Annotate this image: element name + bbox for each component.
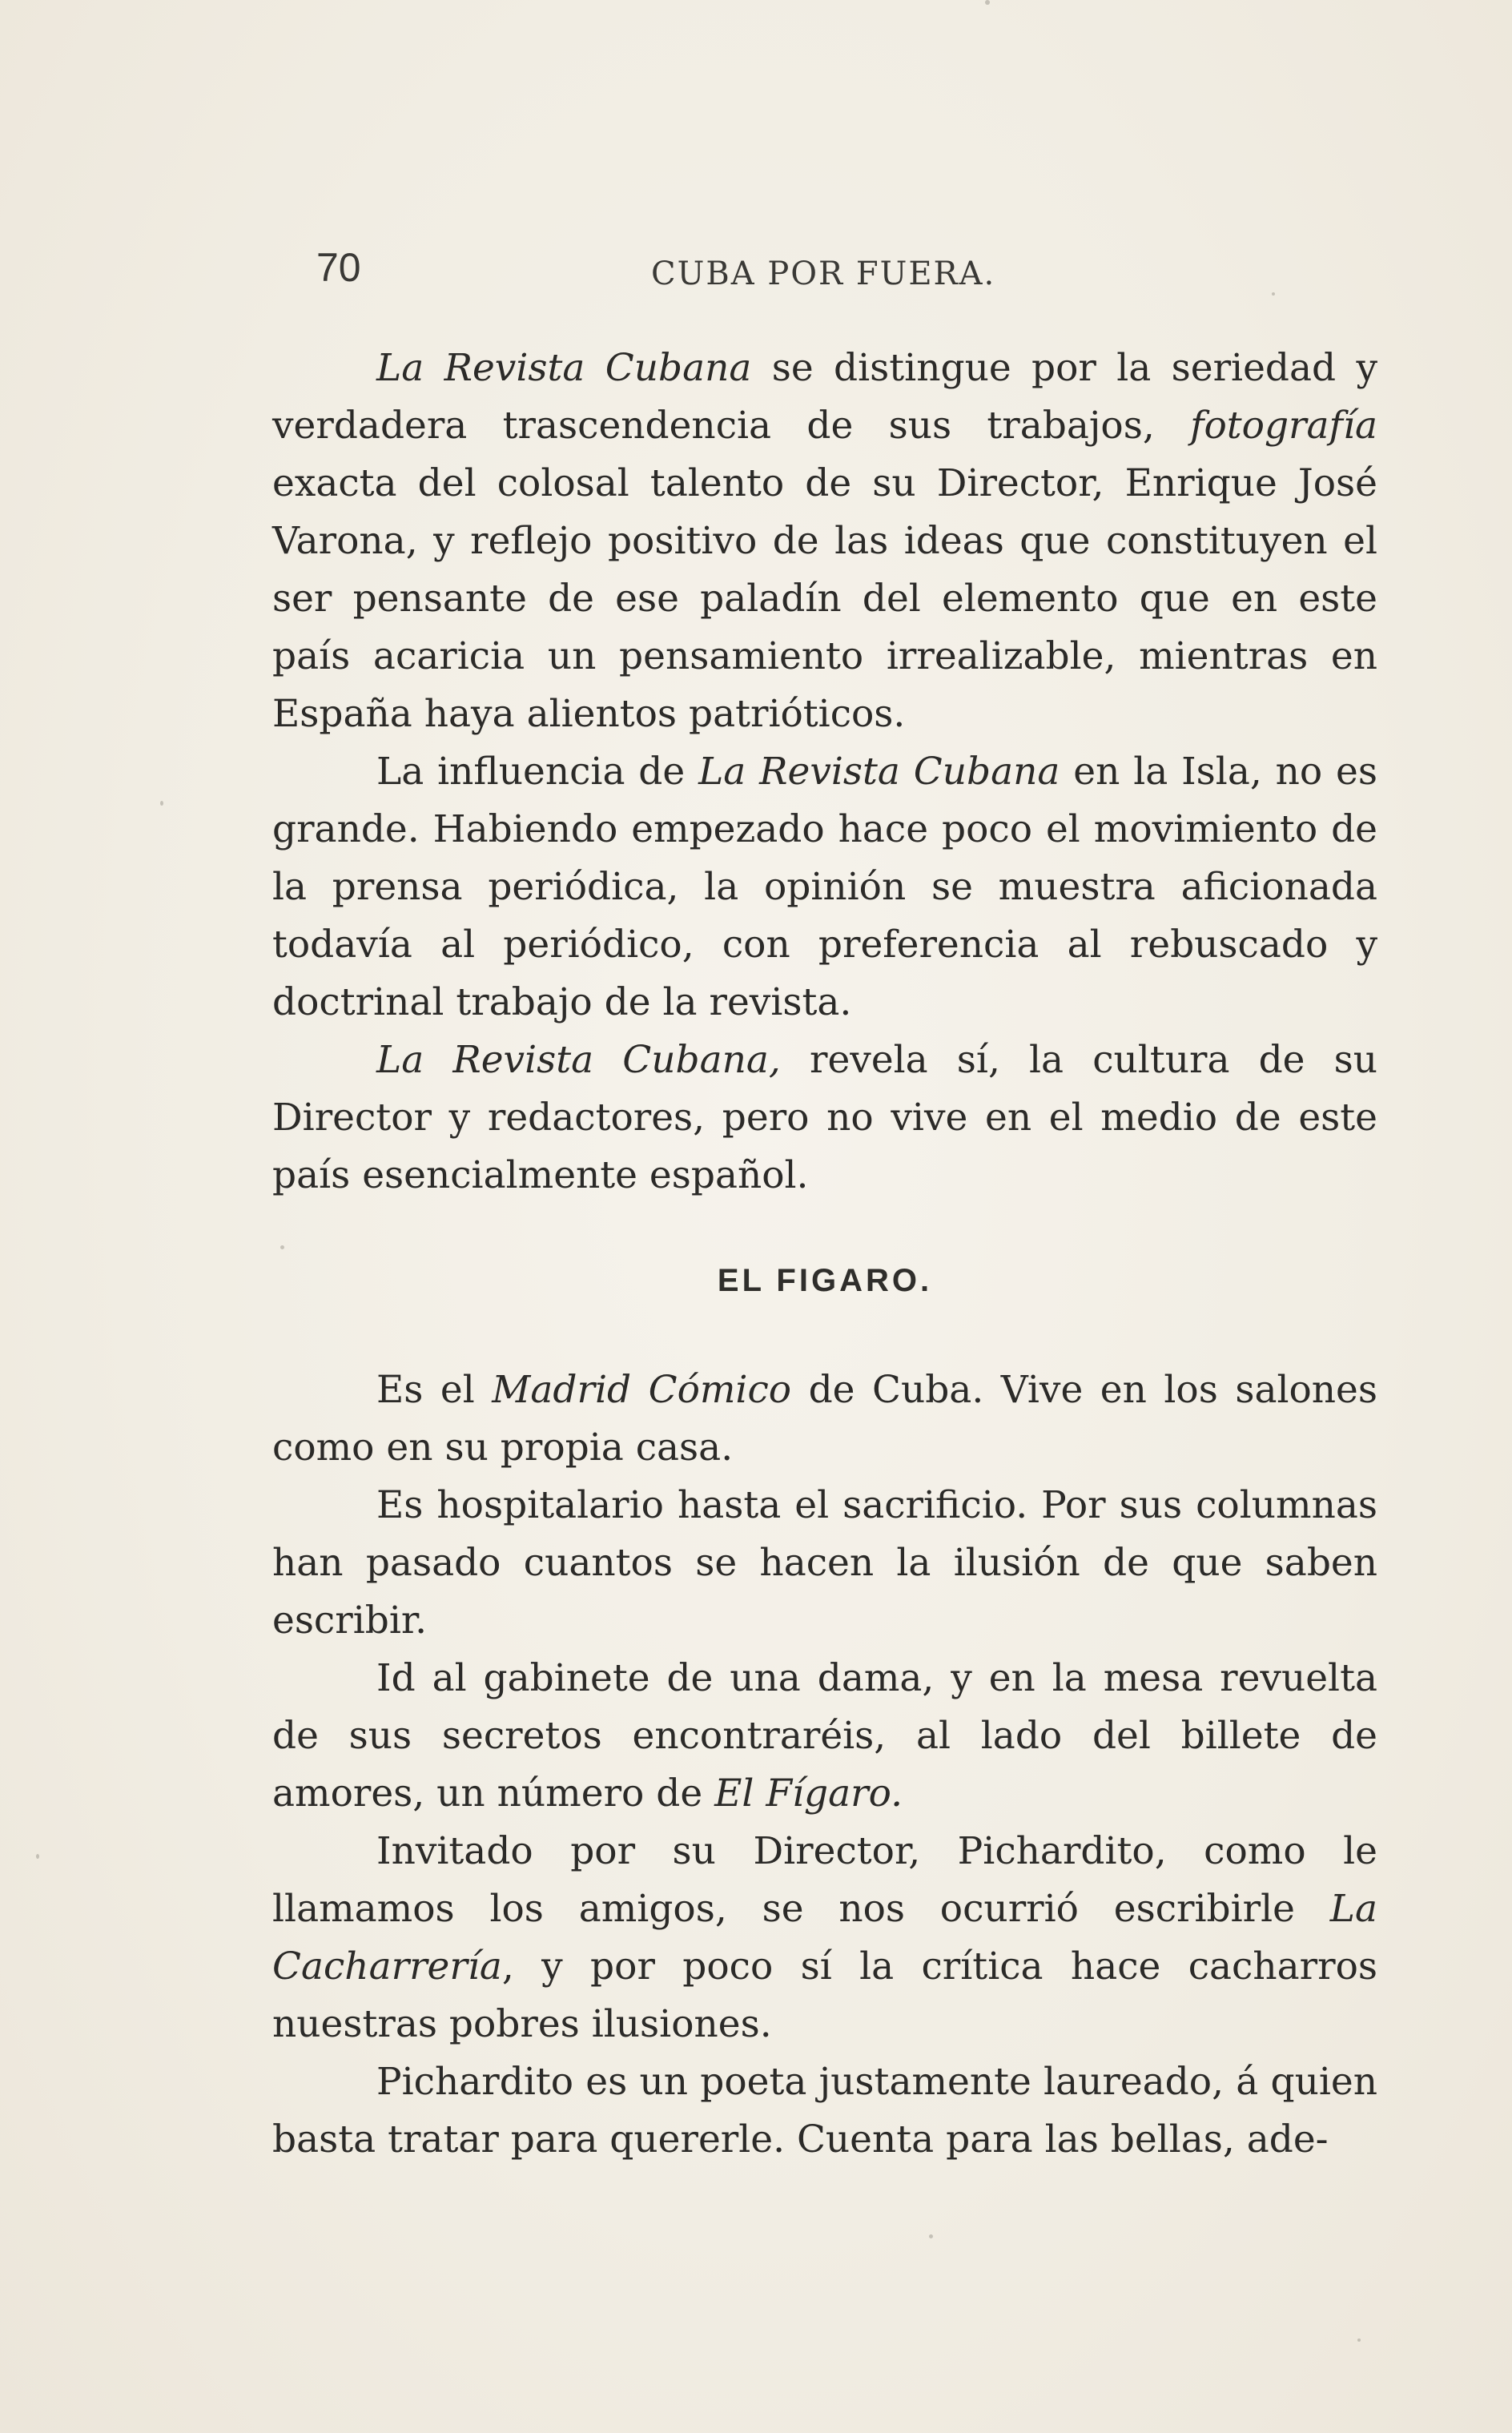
italic-title: La Revista Cubana: [376, 346, 752, 390]
paper-speck: [929, 2234, 933, 2238]
italic-title: Madrid Cómico: [492, 1368, 792, 1412]
paper-speck: [1357, 2338, 1361, 2342]
page-number: 70: [316, 245, 361, 290]
paragraph: Invitado por su Director, Pichardito, como le llamamos los amigos, se nos ocurrió escribirle La Cacharrería, y por poco sí la crítica hace cacharros nuestras pobres ilusiones.: [272, 1829, 1377, 2046]
paragraph: Id al gabinete de una dama, y en la mesa revuelta de sus secretos encontraréis, al lado del billete de amores, un número de El Fígaro.: [272, 1656, 1377, 1816]
paragraph: Pichardito es un poeta justamente laureado, á quien basta tratar para quererle. Cuenta para las bellas, ade-: [272, 2060, 1377, 2162]
italic-title: La Revista Cubana,: [376, 1038, 781, 1082]
section-revista-cubana: [272, 340, 1377, 1204]
running-title: CUBA POR FUERA.: [651, 255, 996, 292]
page-header: [316, 244, 1373, 300]
section-heading: EL FIGARO.: [717, 1263, 933, 1298]
italic-title: La Cacharrería: [272, 1887, 1377, 1989]
paragraph: Es hospitalario hasta el sacrificio. Por sus columnas han pasado cuantos se hacen la ilusión de que saben escribir.: [272, 1483, 1377, 1643]
paragraph: La influencia de La Revista Cubana en la Isla, no es grande. Habiendo empezado hace poco el movimiento de la prensa periódica, la opinión se muestra aficionada todavía al periódico, con preferencia al rebuscado y doctrinal trabajo de la revista.: [272, 750, 1377, 1024]
italic-word: fotografía: [1190, 404, 1377, 448]
italic-title: La Revista Cubana: [698, 750, 1060, 794]
paper-speck: [280, 1245, 284, 1249]
paper-speck: [985, 0, 990, 5]
italic-title: El Fígaro.: [714, 1771, 903, 1816]
paper-speck: [36, 1854, 39, 1859]
paper-speck: [160, 801, 163, 806]
paper-speck: [1272, 292, 1275, 296]
paragraph: Es el Madrid Cómico de Cuba. Vive en los salones como en su propia casa.: [272, 1368, 1377, 1470]
paragraph: La Revista Cubana, revela sí, la cultura de su Director y redactores, pero no vive en el medio de este país esencialmente español.: [272, 1038, 1377, 1197]
section-el-figaro: [272, 1361, 1377, 2169]
paragraph: La Revista Cubana se distingue por la seriedad y verdadera trascendencia de sus trabajos, fotografía exacta del colosal talento de su Director, Enrique José Varona, y reflejo positivo de las ideas que constituyen el ser pensante de ese paladín del elemento que en este país acaricia un pensamiento irrealizable, mientras en España haya alientos patrióticos.: [272, 346, 1377, 736]
